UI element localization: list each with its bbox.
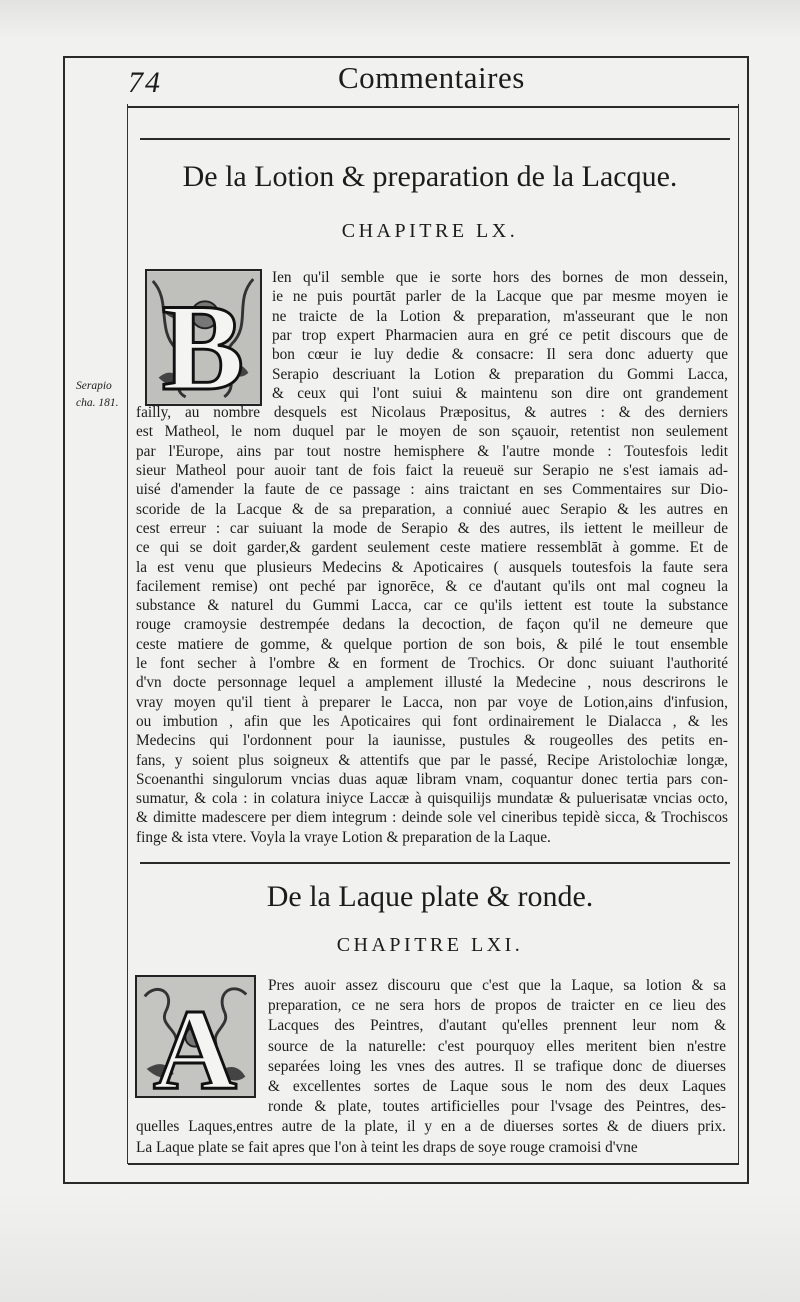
text-line: ou imbution , afin que les Apoticaires qui font ordinairement le Dialacca , & les <box>136 712 728 730</box>
ornamental-initial-a-icon <box>137 977 254 1096</box>
drop-cap-a <box>135 975 256 1098</box>
text-line: ie ne puis pourtāt parler de la Lacque que par mesme moyen ie <box>272 288 728 306</box>
text-line: Serapio descriuant la Lotion & preparation du Gommi Lacca, <box>272 365 728 383</box>
chapter-61-title: De la Laque plate & ronde. <box>266 880 594 913</box>
text-line: Scoenanthi singulorum vncias duas aquæ libram vnam, coquantur donec tertia pars con- <box>136 770 728 788</box>
text-line: Ien qu'il semble que ie sorte hors des bornes de mon dessein, <box>272 269 728 286</box>
text-line: source de la naturelle: c'est pourquoy elles meritent bien n'estre <box>268 1037 726 1055</box>
chapter-divider-rule <box>140 862 730 864</box>
text-line: vray moyen qu'il tient à preparer le Lacca, non par voye de Lotion,ains d'infusion, <box>136 693 728 711</box>
text-line: substance & naturel du Gummi Lacca, car ce qu'ils iettent est toute la substance <box>136 597 728 615</box>
text-line: par trop expert Pharmacien aura en gré ce petit discours que de <box>272 326 728 344</box>
text-line: fans, y soient plus soigneux & attentifs que par le passé, Recipe Aristolochiæ longæ, <box>136 751 728 769</box>
text-line: par l'Europe, ains par tout nostre hemisphere & l'autre monde : Toutesfois ledit <box>136 442 728 460</box>
text-line: uisé d'amender la faute de ce passage : ains traictant en ses Commentaires sur Dio- <box>136 481 728 499</box>
text-line: Pres auoir assez discouru que c'est que la Laque, sa lotion & sa <box>268 977 726 994</box>
text-line: ne traicte de la Lotion & preparation, m'asseurant que le non <box>272 307 728 325</box>
text-line: rouge cramoysie destrempée dedans la decoction, de façon qu'il ne demeure que <box>136 616 728 634</box>
text-line: le font secher à l'ombre & en forment de Trochics. Or donc suiuant l'authorité <box>136 655 728 672</box>
drop-cap-a-letter: A <box>153 986 237 1096</box>
header-rule <box>128 106 739 108</box>
text-line: Lacques des Peintres, d'autant qu'elles prennent leur nom & <box>268 1017 726 1035</box>
text-line: sumatur, & cola : in colatura iniyce Laccæ à quisquilijs mundatæ & puluerisatæ vncias octo, <box>136 790 728 808</box>
chapter-60-title: De la Lotion & preparation de la Lacque. <box>182 160 678 193</box>
text-line: cest erreur : car suiuant la mode de Serapio & des autres, ils iettent le meilleur de <box>136 519 728 537</box>
text-line: La Laque plate se fait apres que l'on à teint les draps de soye rouge cramoisi d'vne <box>136 1138 638 1156</box>
drop-cap-b-letter: B <box>161 279 245 404</box>
page-number: 74 <box>128 66 162 99</box>
running-head: Commentaires <box>338 60 525 95</box>
footer-rule <box>128 1163 739 1165</box>
text-line: & excellentes sortes de Laque sous le nom des deux Laques <box>268 1078 726 1095</box>
text-line: ce qui se doit garder,& gardent seulement ceste matiere ressemblāt à gomme. Et de <box>136 539 728 557</box>
text-line: quelles Laques,entres autre de la plate, il y en a de diuerses sortes & de diuers prix. <box>136 1118 726 1136</box>
chapter-61-label: CHAPITRE LXI. <box>336 934 524 956</box>
page-shadow-top <box>0 0 800 40</box>
text-line: preparation, ce ne sera hors de propos de traicter en ce lieu des <box>268 997 726 1015</box>
drop-cap-b <box>145 269 262 406</box>
page-shadow-bottom <box>0 1190 800 1302</box>
text-line: bon cœur ie luy dedie & consacre: Il sera donc aduerty que <box>272 346 728 364</box>
text-line: facilement remise) ont peché par ignorēce, & ce d'autant qu'ils ont mal cogneu la <box>136 577 728 595</box>
chapter-60-label: CHAPITRE LX. <box>341 220 519 242</box>
text-line: la est venu que plusieurs Medecins & Apoticaires ( ausquels toutesfois la faute sera <box>136 558 728 576</box>
margin-note-line-1: Serapio <box>76 380 112 392</box>
margin-note <box>76 378 118 412</box>
text-line: Medecins qui l'ordonnent pour la iaunisse, pustules & rougeolles des petits en- <box>136 732 728 750</box>
text-line: & dimitte madescere per diem integrum : deinde sole vel cineribus tepidè sicca, & Trochiscos <box>136 809 728 827</box>
text-line: d'vn docte personnage lequel a amplement illusté la Medecine , nous descrirons le <box>136 674 728 692</box>
text-line: ceste matiere de gomme, & quelque portion de son bois, & pilé le tout ensemble <box>136 635 728 653</box>
text-line: separées loing les vnes des autres. Il se trafique donc de diuerses <box>268 1057 726 1075</box>
text-line: sieur Matheol pour auoir tant de fois faict la reueuë sur Serapio ne s'est iamais ad- <box>136 462 728 479</box>
text-line: finge & ista vtere. Voyla la vraye Lotion & preparation de la Laque. <box>136 828 551 846</box>
text-line: failly, au nombre desquels est Nicolaus Præpositus, & autres : & des derniers <box>136 404 728 422</box>
text-line: & ceux qui l'ont suiui & maintenu son dire ont grandement <box>272 384 728 402</box>
text-line: ronde & plate, toutes artificielles pour l'vsage des Peintres, des- <box>268 1098 726 1116</box>
text-line: est Matheol, le nom duquel par le moyen de son sçauoir, retentist non seulement <box>136 423 728 441</box>
ornamental-initial-b-icon <box>147 271 260 404</box>
chapter-60-top-rule <box>140 138 730 140</box>
text-line: scoride de la Lacque & de sa preparation, a conniué auec Serapio & les autres en <box>136 500 728 518</box>
margin-note-line-2: cha. 181. <box>76 397 119 409</box>
